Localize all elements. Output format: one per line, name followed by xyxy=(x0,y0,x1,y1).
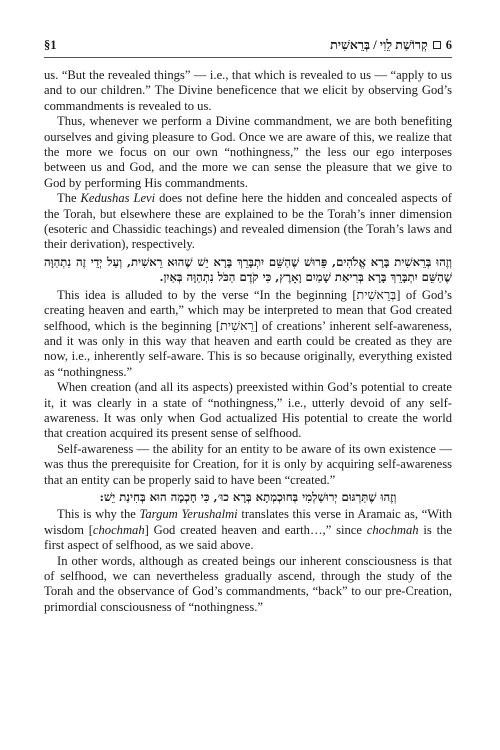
text-run: translates this verse in Aramaic as, “With wisdom [ xyxy=(44,507,452,537)
paragraph-8: In other words, although as created beings our inherent consciousness is that of selfhood, we can nevertheless gradually ascend, through the study of the Torah and the observance of God’s commandments, “back” to our pre-Creation, primordial consciousness of “nothingness.” xyxy=(44,553,452,614)
paragraph-3 xyxy=(44,191,452,253)
hebrew-word: בְּרֵאשִׁית xyxy=(356,287,397,302)
hebrew-source-text-1: וְזֶהוּ בְּרֵאשִׁית בָּרָא אֱלֹהִים, פֵּרוּשׁ שֶׁהַשֵּׁם יִתְבָּרֵךְ בָּרָא יֵשׁ שֶׁהוּא רֵאשִׁית, וְעַל יְדֵי זֶה נִתְהַוָּה שֶׁהַשֵּׁם יִתְבָּרֵךְ בָּרָא בְּרִיאַת שָׁמַיִם וָאָרֶץ, כִּי קֹדֶם הַכֹּל נִתְהַוָּה בְּאַיִן. xyxy=(44,254,452,285)
italic-term: chochmah xyxy=(366,522,419,537)
text-run: This is why the xyxy=(57,507,140,522)
italic-term: Targum Yerushalmi xyxy=(139,507,238,522)
paragraph-7 xyxy=(44,507,452,553)
text-run: This idea is alluded to by the verse “In the beginning [ xyxy=(57,287,357,302)
text-run: does not define here the hidden and concealed aspects of the Torah, but elsewhere these are explained to be the Torah’s inner dimension (esoteric and Chassidic teachings) and revealed dimension (the Torah’s laws and their derivation), respectively. xyxy=(44,191,453,252)
italic-term: chochmah xyxy=(92,522,145,537)
header-title-group xyxy=(330,38,452,53)
hebrew-word: רֵאשִׁית xyxy=(220,318,254,333)
paragraph-4 xyxy=(44,288,452,380)
hebrew-book-title: קְרוֹשַׁת לֵוִי / בְּרֵאשִׁית xyxy=(330,37,428,52)
book-title-italic: Kedushas Levi xyxy=(80,191,156,206)
hebrew-source-text-2: וְזֶהוּ שֶׁתַּרְגּוּם יְרוּשַׁלְמִי בְּחוּכְמְתָא בְּרָא כוּ׳, כִּי חָכְמָה הוּא בְּחִינַת יֵשׁ: xyxy=(99,489,397,504)
text-run: is the first aspect of selfhood, as we said above. xyxy=(44,522,452,553)
paragraph-1: us. “But the revealed things” — i.e., that which is revealed to us — “apply to us and to our children.” The Divine beneficence that we elicit by observing God’s commandments is revealed to us. xyxy=(44,68,452,113)
paragraph-2: Thus, whenever we perform a Divine commandment, we are both benefiting ourselves and giving pleasure to God. Once we are aware of this, we realize that the more we focus on our own “nothingness,” the less our ego interposes between us and God, and the more we can sense the pleasure that we give to God by performing His commandments. xyxy=(44,114,452,190)
page-number: 6 xyxy=(445,37,452,52)
text-run: ] of creations’ inherent self-awareness, and it was only in this way that heaven and earth could be created as they are now, i.e., inherently self-aware. This is so because originally, everything existed as “nothingness.” xyxy=(44,318,453,379)
text-run: The xyxy=(57,191,81,206)
paragraph-6: Self-awareness — the ability for an entity to be aware of its own existence — was thus the prerequisite for Creation, for it is only by acquiring self-awareness that an entity can be properly said to have been “created.” xyxy=(44,441,452,487)
body-text xyxy=(44,68,452,615)
document-page xyxy=(44,36,452,615)
running-header xyxy=(44,36,452,58)
square-ornament-icon xyxy=(433,41,441,49)
section-number: §1 xyxy=(44,37,57,52)
text-run: ] of God’s creating heaven and earth,” which may be interpreted to mean that God created selfhood, which is the beginning [ xyxy=(44,287,452,333)
paragraph-5: When creation (and all its aspects) preexisted within God’s potential to create it, it was clearly in a state of “nothingness,” i.e., utterly devoid of any self-awareness. It was only when God actualized His potential to create the world that creation acquired its present sense of selfhood. xyxy=(44,380,452,441)
text-run: ] God created heaven and earth…,” since xyxy=(144,522,367,537)
